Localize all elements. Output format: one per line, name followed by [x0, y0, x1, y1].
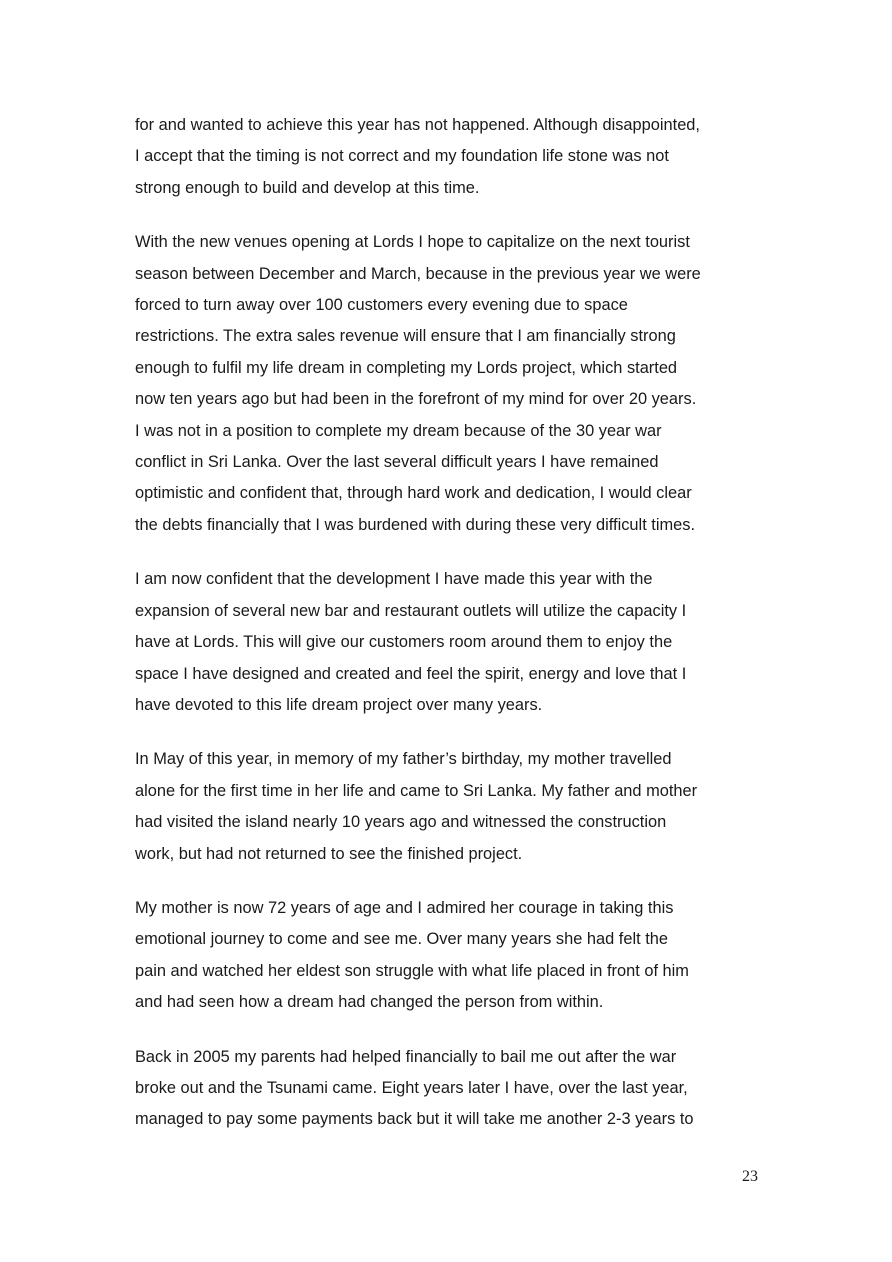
text-line: I was not in a position to complete my dream because of the 30 year war: [135, 421, 662, 440]
text-line: now ten years ago but had been in the forefront of my mind for over 20 years.: [135, 390, 697, 409]
text-line: managed to pay some payments back but it will take me another 2-3 years to: [135, 1110, 694, 1129]
text-line: expansion of several new bar and restaurant outlets will utilize the capacity I: [135, 601, 687, 620]
text-line: Back in 2005 my parents had helped financially to bail me out after the war: [135, 1047, 677, 1066]
text-line: I am now confident that the development I have made this year with the: [135, 570, 653, 589]
body-text: [135, 110, 765, 1159]
text-line: alone for the first time in her life and came to Sri Lanka. My father and mother: [135, 781, 698, 800]
text-line: forced to turn away over 100 customers every evening due to space: [135, 296, 628, 315]
text-line: strong enough to build and develop at this time.: [135, 178, 480, 197]
text-line: pain and watched her eldest son struggle with what life placed in front of him: [135, 961, 689, 980]
text-line: the debts financially that I was burdened with during these very difficult times.: [135, 515, 696, 534]
text-line: work, but had not returned to see the finished project.: [135, 844, 523, 863]
text-line: enough to fulfil my life dream in completing my Lords project, which started: [135, 358, 678, 377]
paragraph-2: [135, 227, 765, 541]
text-line: optimistic and confident that, through hard work and dedication, I would clear: [135, 484, 692, 503]
text-line: My mother is now 72 years of age and I admired her courage in taking this: [135, 898, 674, 917]
paragraph-5: [135, 893, 765, 1019]
text-line: emotional journey to come and see me. Over many years she had felt the: [135, 930, 668, 949]
text-line: conflict in Sri Lanka. Over the last several difficult years I have remained: [135, 453, 659, 472]
paragraph-4: [135, 744, 765, 870]
text-line: broke out and the Tsunami came. Eight years later I have, over the last year,: [135, 1078, 688, 1097]
text-line: have devoted to this life dream project over many years.: [135, 695, 543, 714]
paragraph-1: [135, 110, 765, 204]
text-line: and had seen how a dream had changed the person from within.: [135, 993, 604, 1012]
text-line: had visited the island nearly 10 years ago and witnessed the construction: [135, 813, 667, 832]
text-line: With the new venues opening at Lords I hope to capitalize on the next tourist: [135, 233, 690, 252]
text-line: restrictions. The extra sales revenue will ensure that I am financially strong: [135, 327, 676, 346]
text-line: space I have designed and created and feel the spirit, energy and love that I: [135, 664, 687, 683]
page-number: 23: [742, 1168, 758, 1185]
text-line: In May of this year, in memory of my father’s birthday, my mother travelled: [135, 750, 672, 769]
text-line: I accept that the timing is not correct and my foundation life stone was not: [135, 147, 669, 166]
text-line: for and wanted to achieve this year has not happened. Although disappointed,: [135, 116, 700, 134]
paragraph-3: [135, 564, 765, 721]
paragraph-6: [135, 1042, 765, 1136]
text-line: season between December and March, because in the previous year we were: [135, 264, 701, 283]
text-line: have at Lords. This will give our customers room around them to enjoy the: [135, 633, 673, 652]
